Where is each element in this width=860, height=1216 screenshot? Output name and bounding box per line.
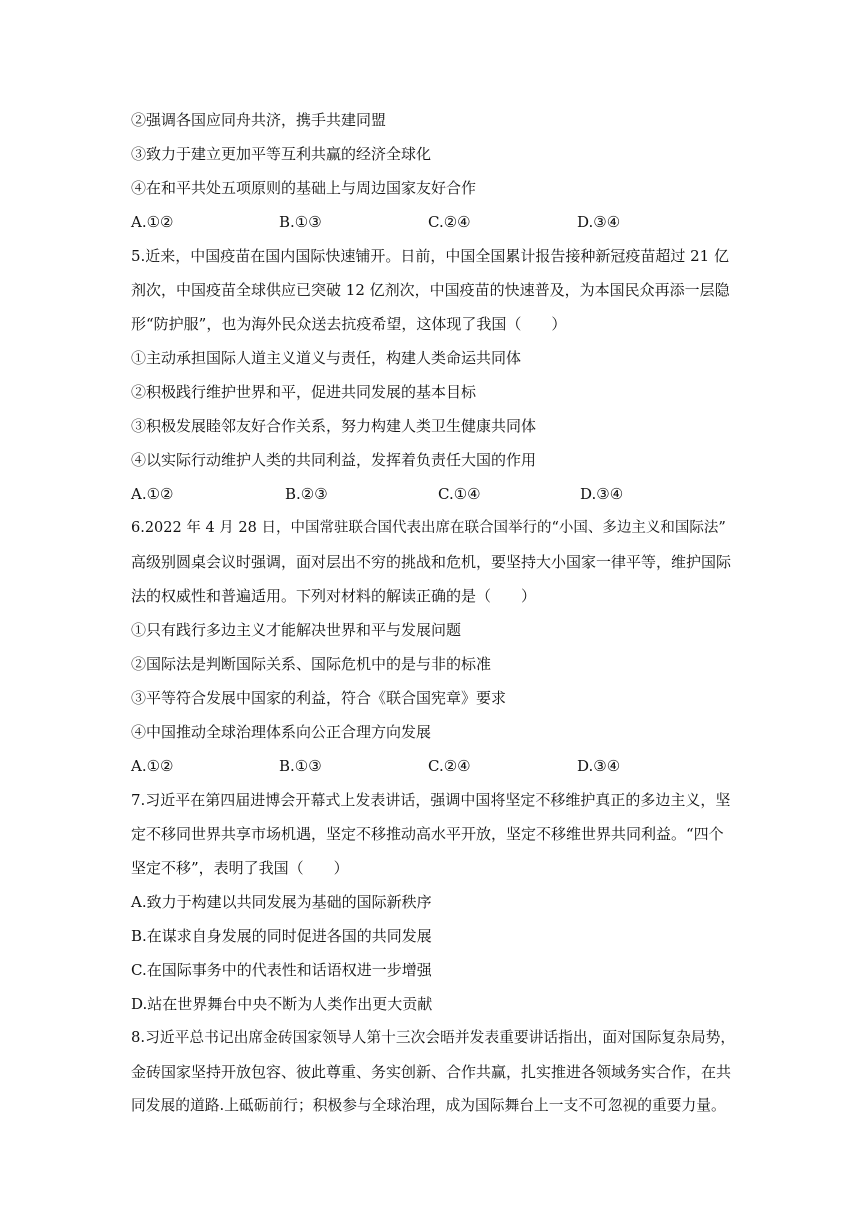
q6-item-2: ②国际法是判断国际关系、国际危机中的是与非的标准 (131, 655, 492, 673)
q4-option-b: B.①③ (279, 213, 322, 231)
q5-stem-line-3: 形“防护服”，也为海外民众送去抗疫希望，这体现了我国（ ） (131, 315, 567, 333)
q4-options (131, 212, 731, 232)
q8-stem-line-3: 同发展的道路.上砥砺前行；积极参与全球治理，成为国际舞台上一支不可忽视的重要力量。 (131, 1097, 726, 1114)
q5-item-4: ④以实际行动维护人类的共同利益，发挥着负责任大国的作用 (131, 451, 537, 469)
q5-item-3: ③积极发展睦邻友好合作关系，努力构建人类卫生健康共同体 (131, 417, 537, 435)
q8-stem-line-2: 金砖国家坚持开放包容、彼此尊重、务实创新、合作共赢，扎实推进各领域务实合作，在共 (131, 1063, 732, 1081)
q6-stem-line-1: 6.2022 年 4 月 28 日，中国常驻联合国代表出席在联合国举行的“小国、多边主义和国际法” (131, 520, 726, 536)
q6-option-a: A.①② (131, 757, 174, 775)
q4-item-3: ③致力于建立更加平等互利共赢的经济全球化 (131, 145, 432, 163)
q6-item-1: ①只有践行多边主义才能解决世界和平与发展问题 (131, 621, 462, 639)
q5-stem-line-2: 剂次，中国疫苗全球供应已突破 12 亿剂次，中国疫苗的快速普及，为本国民众再添一层隐 (131, 281, 730, 299)
q6-options (131, 756, 731, 776)
q6-option-d: D.③④ (577, 757, 621, 775)
q4-item-4: ④在和平共处五项原则的基础上与周边国家友好合作 (131, 179, 477, 197)
q6-stem-line-3: 法的权威性和普遍适用。下列对材料的解读正确的是（ ） (131, 587, 537, 605)
q5-options (131, 484, 731, 504)
q5-option-d: D.③④ (580, 485, 624, 503)
q7-choice-d: D.站在世界舞台中央不断为人类作出更大贡献 (131, 995, 433, 1013)
q7-stem-line-2: 定不移同世界共享市场机遇，坚定不移推动高水平开放，坚定不移维世界共同利益。“四个 (131, 825, 724, 843)
q4-item-2: ②强调各国应同舟共济，携手共建同盟 (131, 111, 387, 129)
q7-stem-line-3: 坚定不移”，表明了我国（ ） (131, 859, 349, 877)
q5-item-2: ②积极践行维护世界和平，促进共同发展的基本目标 (131, 383, 477, 401)
q6-option-b: B.①③ (279, 757, 322, 775)
q4-option-c: C.②④ (428, 213, 471, 231)
q7-stem-line-1: 7.习近平在第四届进博会开幕式上发表讲话，强调中国将坚定不移维护真正的多边主义，坚 (131, 791, 731, 809)
q5-option-b: B.②③ (285, 485, 328, 503)
q7-choice-a: A.致力于构建以共同发展为基础的国际新秩序 (131, 893, 432, 911)
q6-item-4: ④中国推动全球治理体系向公正合理方向发展 (131, 723, 432, 741)
q6-item-3: ③平等符合发展中国家的利益，符合《联合国宪章》要求 (131, 689, 507, 707)
q5-option-c: C.①④ (438, 485, 481, 503)
q4-option-d: D.③④ (577, 213, 621, 231)
q8-stem-line-1: 8.习近平总书记出席金砖国家领导人第十三次会晤并发表重要讲话指出，面对国际复杂局势， (131, 1029, 736, 1046)
q6-stem-line-2: 高级别圆桌会议时强调，面对层出不穷的挑战和危机，要坚持大小国家一律平等，维护国际 (131, 553, 732, 571)
q4-option-a: A.①② (131, 213, 174, 231)
q5-option-a: A.①② (131, 485, 174, 503)
q6-option-c: C.②④ (428, 757, 471, 775)
q7-choice-c: C.在国际事务中的代表性和话语权进一步增强 (131, 961, 432, 979)
q5-item-1: ①主动承担国际人道主义道义与责任，构建人类命运共同体 (131, 349, 522, 367)
q7-choice-b: B.在谋求自身发展的同时促进各国的共同发展 (131, 927, 432, 945)
q5-stem-line-1: 5.近来，中国疫苗在国内国际快速铺开。日前，中国全国累计报告接种新冠疫苗超过 21 亿 (131, 247, 729, 265)
